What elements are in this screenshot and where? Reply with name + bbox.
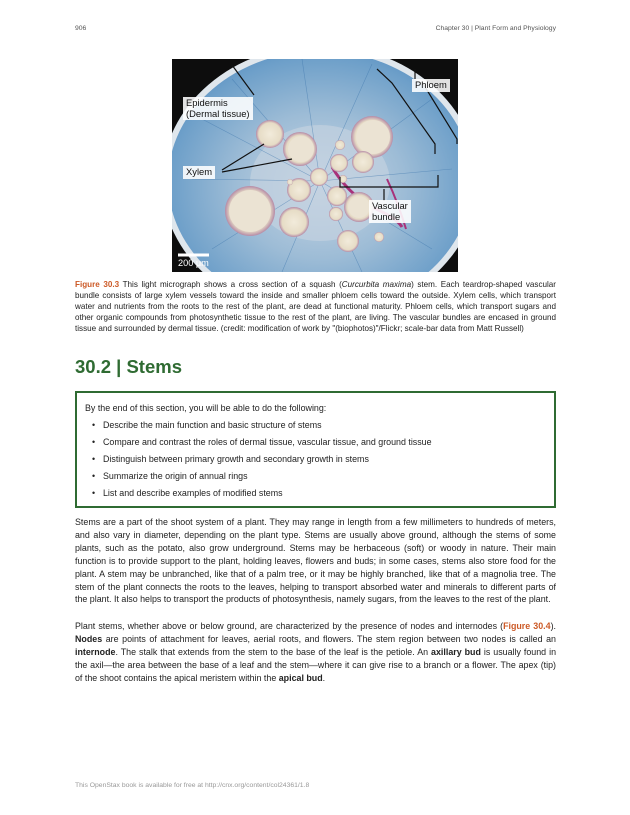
objectives-list (85, 420, 546, 506)
figure-30-4-link[interactable]: Figure 30.4 (503, 621, 551, 631)
p2-text-1: Plant stems, whether above or below ground, are characterized by the presence of nodes and internodes ( (75, 621, 504, 631)
page-footer: This OpenStax book is available for free at http://cnx.org/content/col24361/1.8 (75, 782, 310, 789)
vascular-bundle-label (369, 200, 411, 223)
vascular-bundle-label-line-1: Vascular (372, 200, 408, 211)
objective-item: • Distinguish between primary growth and secondary growth in stems (85, 454, 546, 471)
p2-text-5: is usually found in the axil—the area between the base of a leaf and the stem—where it can give rise to a branch or a flower. The apex (tip) of the shoot contains the apical meristem within the (75, 646, 557, 683)
epidermis-label-line-1: Epidermis (186, 97, 228, 108)
figure-caption-text-1: This light micrograph shows a cross section of a squash ( (119, 280, 342, 289)
scale-bar-label: 200 μm (178, 258, 209, 268)
term-nodes: Nodes (75, 633, 103, 644)
objective-item: • Compare and contrast the roles of dermal tissue, vascular tissue, and ground tissue (85, 437, 546, 454)
objective-item: • Summarize the origin of annual rings (85, 471, 546, 488)
p2-text-3: are points of attachment for leaves, aerial roots, and flowers. The stem region between two nodes is called an (102, 633, 556, 644)
xylem-label: Xylem (183, 166, 215, 179)
p2-text-6: . (322, 672, 326, 683)
term-axillary-bud: axillary bud (431, 646, 481, 657)
body-paragraph-2 (75, 620, 556, 685)
figure-caption-label: Figure 30.3 (75, 280, 120, 289)
epidermis-label (183, 97, 253, 120)
running-header: Chapter 30 | Plant Form and Physiology (435, 25, 556, 32)
p2-text-4: . The stalk that extends from the stem to the base of the leaf is the petiole. An (115, 646, 432, 657)
p2-text-2: ). (550, 621, 556, 631)
objective-item: • Describe the main function and basic structure of stems (85, 420, 546, 437)
page-number: 906 (75, 25, 87, 32)
phloem-label: Phloem (412, 79, 450, 92)
section-title: 30.2 | Stems (75, 356, 182, 377)
vascular-bundle-label-line-2: bundle (372, 210, 401, 222)
figure-caption (75, 279, 556, 334)
term-apical-bud: apical bud (278, 672, 323, 683)
figure-caption-text-2: ) stem. Each teardrop-shaped vascular bundle consists of large xylem vessels toward the inside and smaller phloem cells toward the outside. Xylem cells, which transport water and nutrients from the roots to the rest of the plant, are dead at functional maturity. Phloem cells, which transport sugars and other organic compounds from photosynthetic tissue to the rest of the plant, are living. The vascular bundles are encased in ground tissue and surrounded by dermal tissue. (credit: modification of work by "(biophotos)"/Flickr; scale-bar data from Matt Russell) (75, 280, 556, 334)
objective-item: • List and describe examples of modified stems (85, 488, 546, 505)
epidermis-label-line-2: (Dermal tissue) (186, 107, 250, 119)
term-internode: internode (75, 646, 116, 657)
objectives-intro: By the end of this section, you will be able to do the following: (85, 403, 327, 413)
stem-micrograph-figure (172, 59, 458, 272)
learning-objectives-box (75, 391, 556, 508)
figure-caption-species: Curcurbita maxima (341, 280, 412, 289)
body-paragraph-1: Stems are a part of the shoot system of a plant. They may range in length from a few millimeters to hundreds of meters, and also vary in diameter, depending on the plant type. Stems are usually above ground, although the stems of some plants, such as the potato, also grow underground. Stems may be herbaceous (soft) or woody in nature. Their main function is to provide support to the plant, holding leaves, flowers and buds; in some cases, stems also store food for the plant. A stem may be unbranched, like that of a palm tree, or it may be highly branched, like that of a magnolia tree. The stem of the plant connects the roots to the leaves, helping to transport absorbed water and minerals to different parts of the plant. It also helps to transport the products of photosynthesis, namely sugars, from the leaves to the rest of the plant. (75, 517, 556, 605)
